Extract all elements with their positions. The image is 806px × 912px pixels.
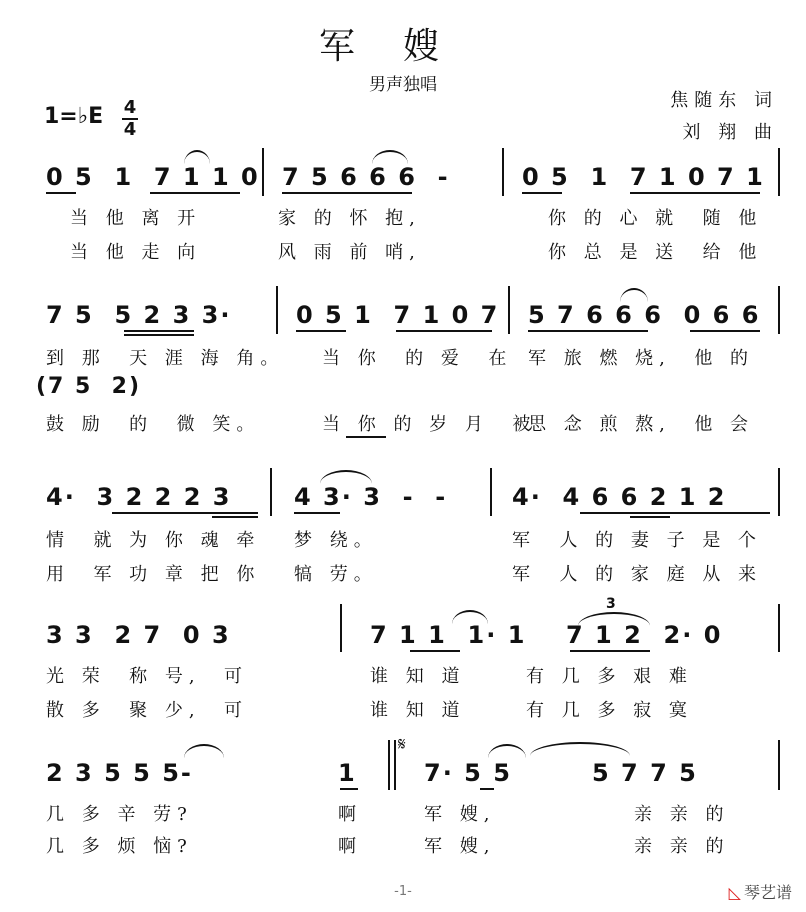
- measure-5-2: 1: [338, 759, 357, 787]
- underline: [124, 330, 194, 332]
- measure-3-2: 4 3· 3 - -: [294, 483, 448, 511]
- underline: [46, 192, 76, 194]
- lyric-5-4-v2: 亲 亲 的: [634, 836, 730, 857]
- underline: [580, 512, 770, 514]
- measure-1-2: 7 5 6 6 6 -: [282, 163, 450, 191]
- underline: [346, 436, 386, 438]
- underline: [396, 330, 492, 332]
- barline: [508, 286, 510, 334]
- underline: [150, 192, 240, 194]
- slur: [452, 610, 488, 624]
- underline: [690, 330, 760, 332]
- slur: [184, 744, 224, 758]
- lyric-4-1-v2: 散 多 聚 少, 可: [46, 700, 249, 721]
- lyric-3-3-v1: 军 人 的 妻 子 是 个: [512, 530, 763, 551]
- measure-4-3: 7 1 2 2· 0: [566, 621, 723, 649]
- page-number: -1-: [394, 884, 412, 899]
- lyric-5-3-v2: 军 嫂,: [424, 836, 496, 857]
- measure-3-1: 4· 3 2 2 2 3: [46, 483, 232, 511]
- lyric-4-3-v2: 有 几 多 寂 寞: [526, 700, 693, 721]
- lyric-1-1-v1: 当 他 离 开: [70, 208, 202, 229]
- barline: [340, 604, 342, 652]
- underline: [570, 650, 650, 652]
- logo-icon: ◺: [728, 883, 741, 902]
- triplet-mark: 3: [606, 596, 616, 612]
- barline: [778, 740, 780, 790]
- lyric-3-1-v2: 用 军 功 章 把 你: [46, 564, 261, 585]
- underline: [112, 512, 258, 514]
- lyric-2-3-v1: 军 旅 燃 烧, 他 的: [528, 348, 755, 369]
- lyric-5-1-v1: 几 多 辛 劳?: [46, 804, 193, 825]
- barline: [388, 740, 390, 790]
- measure-5-1: 2 3 5 5 5-: [46, 759, 193, 787]
- watermark-text: 琴艺谱: [743, 883, 792, 902]
- barline: [778, 468, 780, 516]
- composer-credit: 刘 翔 曲: [682, 122, 778, 143]
- lyric-4-3-v1: 有 几 多 艰 难: [526, 666, 693, 687]
- slur: [530, 742, 630, 756]
- measure-3-3: 4· 4 6 6 2 1 2: [512, 483, 727, 511]
- lyric-4-2-v2: 谁 知 道: [370, 700, 466, 721]
- barline: [490, 468, 492, 516]
- measure-5-3: 7· 5 5: [424, 759, 512, 787]
- lyric-3-2-v2: 犒 劳。: [294, 564, 378, 585]
- lyric-2-3-v2: 思 念 煎 熬, 他 会: [528, 414, 755, 435]
- lyricist-credit: 焦随东 词: [670, 90, 778, 111]
- barline: [394, 740, 396, 790]
- time-signature: [120, 98, 140, 140]
- measure-2-2: 0 5 1 7 1 0 7: [296, 301, 500, 329]
- lyric-5-2-v1: 啊: [338, 804, 362, 825]
- song-subtitle: 男声独唱: [369, 75, 437, 95]
- underline: [528, 330, 648, 332]
- lyric-1-3-v1: 你 的 心 就 随 他: [548, 208, 763, 229]
- lyric-2-1-v2: 鼓 励 的 微 笑。: [46, 414, 261, 435]
- lyric-1-3-v2: 你 总 是 送 给 他: [548, 242, 763, 263]
- measure-4-2: 7 1 1 1· 1: [370, 621, 527, 649]
- lyric-1-2-v1: 家 的 怀 抱,: [278, 208, 421, 229]
- measure-1-1: 0 5 1 7 1 1 0: [46, 163, 260, 191]
- lyric-4-1-v1: 光 荣 称 号, 可: [46, 666, 249, 687]
- underline: [282, 192, 412, 194]
- lyric-1-1-v2: 当 他 走 向: [70, 242, 202, 263]
- lyric-2-1-v1: 到 那 天 涯 海 角。: [46, 348, 285, 369]
- lyric-2-2-v1: 当 你 的 爱 在: [322, 348, 513, 369]
- barline: [270, 468, 272, 516]
- key-signature: 1=♭E: [44, 104, 104, 129]
- slur: [372, 150, 408, 164]
- lyric-3-3-v2: 军 人 的 家 庭 从 来: [512, 564, 763, 585]
- lyric-5-2-v2: 啊: [338, 836, 362, 857]
- barline: [778, 286, 780, 334]
- barline: [778, 604, 780, 652]
- underline: [630, 516, 670, 518]
- song-title: 军嫂: [318, 26, 487, 67]
- slur: [620, 288, 648, 302]
- underline: [522, 192, 562, 194]
- barline: [502, 148, 504, 196]
- slur: [320, 470, 372, 484]
- lyric-3-2-v1: 梦 绕。: [294, 530, 378, 551]
- underline: [630, 192, 760, 194]
- underline: [124, 334, 194, 336]
- measure-5-4: 5 7 7 5: [592, 759, 698, 787]
- lyric-5-1-v2: 几 多 烦 恼?: [46, 836, 193, 857]
- watermark-logo: [729, 880, 792, 903]
- barline: [778, 148, 780, 196]
- triplet-slur: [578, 612, 650, 626]
- measure-2-1: 7 5 5 2 3 3·: [46, 301, 232, 329]
- segno-mark: 𝄋: [398, 734, 406, 755]
- barline: [262, 148, 264, 196]
- measure-1-3: 0 5 1 7 1 0 7 1: [522, 163, 765, 191]
- lyric-4-2-v1: 谁 知 道: [370, 666, 466, 687]
- underline: [410, 650, 460, 652]
- barline: [276, 286, 278, 334]
- lyric-5-3-v1: 军 嫂,: [424, 804, 496, 825]
- lyric-5-4-v1: 亲 亲 的: [634, 804, 730, 825]
- slur: [184, 150, 210, 164]
- slur: [488, 744, 526, 758]
- lyric-2-2-v2: 当 你 的 岁 月 被: [322, 414, 537, 435]
- underline: [340, 788, 358, 790]
- underline: [212, 516, 258, 518]
- lyric-1-2-v2: 风 雨 前 哨,: [278, 242, 421, 263]
- underline: [296, 330, 346, 332]
- lyric-3-1-v1: 情 就 为 你 魂 牵: [46, 530, 261, 551]
- measure-2-3: 5 7 6 6 6 0 6 6: [528, 301, 761, 329]
- underline: [480, 788, 494, 790]
- time-signature-bottom: 4: [123, 119, 137, 140]
- time-signature-top: 4: [123, 97, 137, 118]
- measure-4-1: 3 3 2 7 0 3: [46, 621, 231, 649]
- underline: [294, 512, 340, 514]
- alt-notes: (7 5 2): [36, 374, 142, 399]
